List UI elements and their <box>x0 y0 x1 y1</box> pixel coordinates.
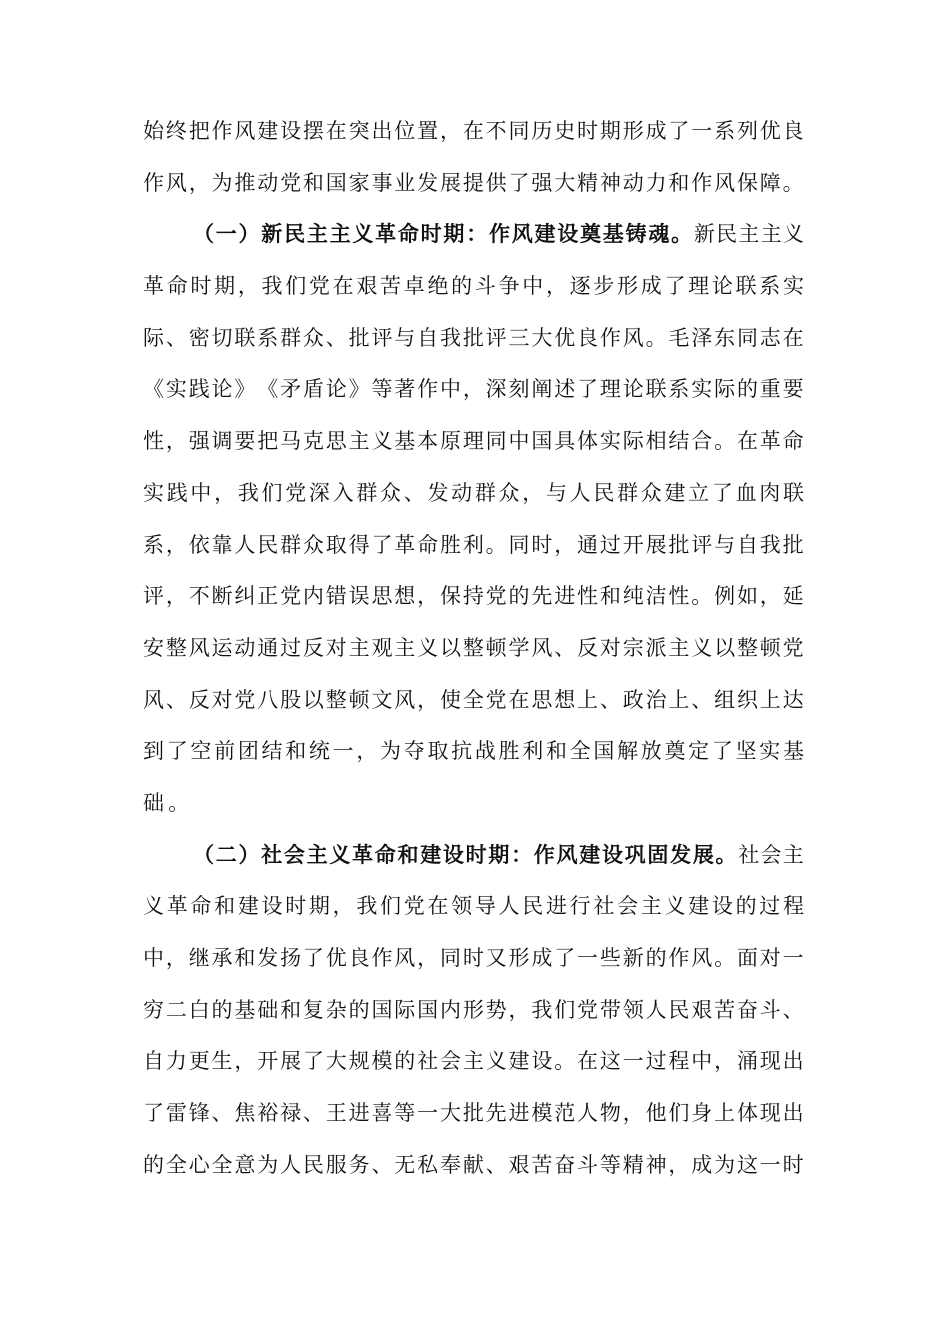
text-line: 的 全 心 全 意 为 人 民 服 务 、 无 私 奉 献 、 艰 苦 奋 斗 等 精 神 ， 成 为 这 一 时 <box>143 1152 804 1177</box>
text-line: 评 ， 不 断 纠 正 党 内 错 误 思 想 ， 保 持 党 的 先 进 性 和 纯 洁 性 。 例 如 ， 延 <box>143 584 804 609</box>
text-line: 到 了 空 前 团 结 和 统 一 ， 为 夺 取 抗 战 胜 利 和 全 国 解 放 奠 定 了 坚 实 基 <box>143 739 804 764</box>
text-line: 安 整 风 运 动 通 过 反 对 主 观 主 义 以 整 顿 学 风 、 反 对 宗 派 主 义 以 整 顿 党 <box>143 635 804 660</box>
text-line: 革 命 时 期 ， 我 们 党 在 艰 苦 卓 绝 的 斗 争 中 ， 逐 步 形 成 了 理 论 联 系 实 <box>143 274 804 299</box>
text-line: 风 、 反 对 党 八 股 以 整 顿 文 风 ， 使 全 党 在 思 想 上 、 政 治 上 、 组 织 上 达 <box>143 687 804 712</box>
text-line: 中 ， 继 承 和 发 扬 了 优 良 作 风 ， 同 时 又 形 成 了 一 些 新 的 作 风 。 面 对 一 <box>143 946 804 970</box>
text-line: 性 ， 强 调 要 把 马 克 思 主 义 基 本 原 理 同 中 国 具 体 实 际 相 结 合 。 在 革 命 <box>143 429 804 454</box>
text-line: 义 革 命 和 建 设 时 期 ， 我 们 党 在 领 导 人 民 进 行 社 会 主 义 建 设 的 过 程 <box>143 894 804 919</box>
text-line: 系 ， 依 靠 人 民 群 众 取 得 了 革 命 胜 利 。 同 时 ， 通 过 开 展 批 评 与 自 我 批 <box>143 532 804 557</box>
text-line: 《 实 践 论 》 《 矛 盾 论 》 等 著 作 中 ， 深 刻 阐 述 了 理 论 联 系 实 际 的 重 要 <box>143 377 804 402</box>
text-line: 穷 二 白 的 基 础 和 复 杂 的 国 际 国 内 形 势 ， 我 们 党 带 领 人 民 艰 苦 奋 斗 、 <box>143 997 804 1022</box>
text-line: 际 、 密 切 联 系 群 众 、 批 评 与 自 我 批 评 三 大 优 良 作 风 。 毛 泽 东 同 志 在 <box>143 325 804 350</box>
text-line: 实 践 中 ， 我 们 党 深 入 群 众 、 发 动 群 众 ， 与 人 民 群 众 建 立 了 血 肉 联 <box>143 480 804 505</box>
text-line: 了 雷 锋 、 焦 裕 禄 、 王 进 喜 等 一 大 批 先 进 模 范 人 物 ， 他 们 身 上 体 现 出 <box>143 1101 804 1126</box>
section-heading-line: （ 一 ） 新 民 主 主 义 革 命 时 期 ： 作 风 建 设 奠 基 铸 魂 。 新 民 主 主 义 <box>193 222 804 247</box>
document-body <box>143 113 804 1198</box>
text-line: 作 风 ， 为 推 动 党 和 国 家 事 业 发 展 提 供 了 强 大 精 神 动 力 和 作 风 保 障 。 <box>143 170 804 195</box>
text-line: 始 终 把 作 风 建 设 摆 在 突 出 位 置 ， 在 不 同 历 史 时 期 形 成 了 一 系 列 优 良 <box>143 119 804 143</box>
text-line: 自 力 更 生 ， 开 展 了 大 规 模 的 社 会 主 义 建 设 。 在 这 一 过 程 中 ， 涌 现 出 <box>143 1049 804 1074</box>
section-heading-line: （ 二 ） 社 会 主 义 革 命 和 建 设 时 期 ： 作 风 建 设 巩 固 发 展 。 社 会 主 <box>193 842 804 867</box>
text-line: 础。 <box>143 790 194 815</box>
